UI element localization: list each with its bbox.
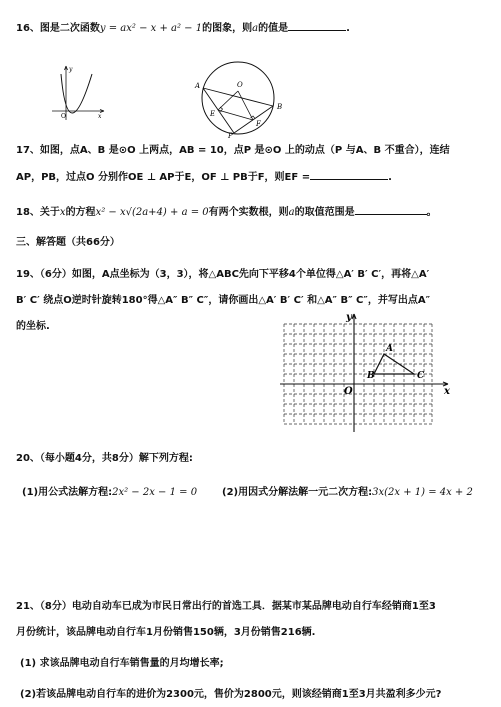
section-3-heading: 三、解答题（共66分）: [16, 237, 120, 248]
q16-circle-figure: [194, 54, 294, 138]
q17-line2-text: AP，PB，过点O 分别作OE ⊥ AP于E，OF ⊥ PB于F，则EF =: [16, 172, 311, 183]
segment-oe: [218, 91, 238, 110]
graph-origin-label: O: [61, 113, 66, 120]
question-17-line-2: [16, 169, 392, 185]
q16-tail: 的值是: [258, 23, 289, 34]
circle-o: [202, 62, 274, 134]
q18-answer-blank[interactable]: [355, 204, 427, 215]
q17-end: .: [388, 172, 392, 183]
q16-prefix: 图是二次函数: [39, 23, 100, 34]
q18-prefix: 18、关于: [16, 207, 60, 218]
label-b: B: [277, 103, 283, 111]
q16-parabola-graph: [48, 62, 108, 124]
q18-formula: x² − x√(2a+4) + a = 0: [95, 207, 209, 218]
question-17-line-1: 17、如图，点A、B 是⊙O 上两点，AB = 10，点P 是⊙O 上的动点（P 与A、B 不重合），连结: [16, 145, 450, 156]
label-f: F: [256, 120, 261, 128]
q18-var-x: x: [59, 207, 66, 218]
grid-x-label: x: [444, 386, 450, 397]
q16-number: 16、: [16, 23, 40, 34]
graph-y-label: y: [69, 66, 73, 73]
grid-origin-label: O: [344, 386, 353, 397]
question-16: [16, 20, 350, 36]
label-o: O: [237, 81, 243, 89]
q20-p1-formula: 2x² − 2x − 1 = 0: [112, 487, 198, 498]
q16-answer-blank[interactable]: [288, 20, 346, 31]
question-21-line-1: 21、（8分）电动自动车已成为市民日常出行的首选工具．据某市某品牌电动自行车经销商1至3: [16, 601, 436, 612]
grid-label-a: A: [386, 344, 393, 354]
q20-p2-formula: 3x(2x + 1) = 4x + 2: [372, 487, 473, 498]
q20-p1-label: (1)用公式法解方程:: [22, 487, 113, 498]
question-20-part-2: [222, 486, 473, 500]
graph-x-label: x: [98, 113, 102, 120]
question-19-line-2: B′ C′ 绕点O逆时针旋转180°得△A″ B″ C″，请你画出△A′ B′ C′ 和△A″ B″ C″，并写出点A″: [16, 295, 431, 306]
q19-coordinate-grid: [278, 310, 458, 436]
q16-post: 的图象，则: [202, 23, 253, 34]
question-20-line-1: 20、（每小题4分，共8分）解下列方程:: [16, 453, 193, 464]
grid-label-c: C: [417, 371, 425, 381]
q20-p2-label: (2)用因式分解法解一元二次方程:: [222, 487, 373, 498]
q18-mid: 的方程: [65, 207, 96, 218]
label-p: P: [228, 132, 233, 138]
question-21-sub-1: (1) 求该品牌电动自行车销售量的月均增长率;: [20, 658, 224, 669]
grid-label-b: B: [367, 371, 375, 381]
q18-post: 有两个实数根，则: [208, 207, 289, 218]
q16-formula: y = ax² − x + a² − 1: [99, 23, 203, 34]
q17-answer-blank[interactable]: [310, 169, 388, 180]
q18-var-a: a: [288, 207, 295, 218]
grid-y-label: y: [346, 312, 352, 323]
label-a: A: [195, 82, 201, 90]
q16-end: .: [346, 23, 350, 34]
question-21-sub-2: (2)若该品牌电动自行车的进价为2300元，售价为2800元，则该经销商1至3月共盈利多少元?: [20, 689, 442, 700]
q16-var: a: [252, 23, 259, 34]
question-19-line-3: 的坐标.: [16, 321, 50, 332]
question-21-line-2: 月份统计，该品牌电动自行车1月份销售150辆，3月份销售216辆.: [16, 627, 316, 638]
q18-end: 。: [426, 207, 437, 218]
segment-of: [238, 91, 253, 120]
question-20-part-1: [22, 486, 197, 500]
question-18: [16, 204, 437, 220]
segment-ef: [218, 110, 253, 120]
label-e: E: [210, 110, 216, 118]
q18-tail: 的取值范围是: [294, 207, 355, 218]
question-19-line-1: 19、（6分）如图，A点坐标为（3，3），将△ABC先向下平移4个单位得△A′ B′ C′，再将△A′: [16, 269, 430, 280]
